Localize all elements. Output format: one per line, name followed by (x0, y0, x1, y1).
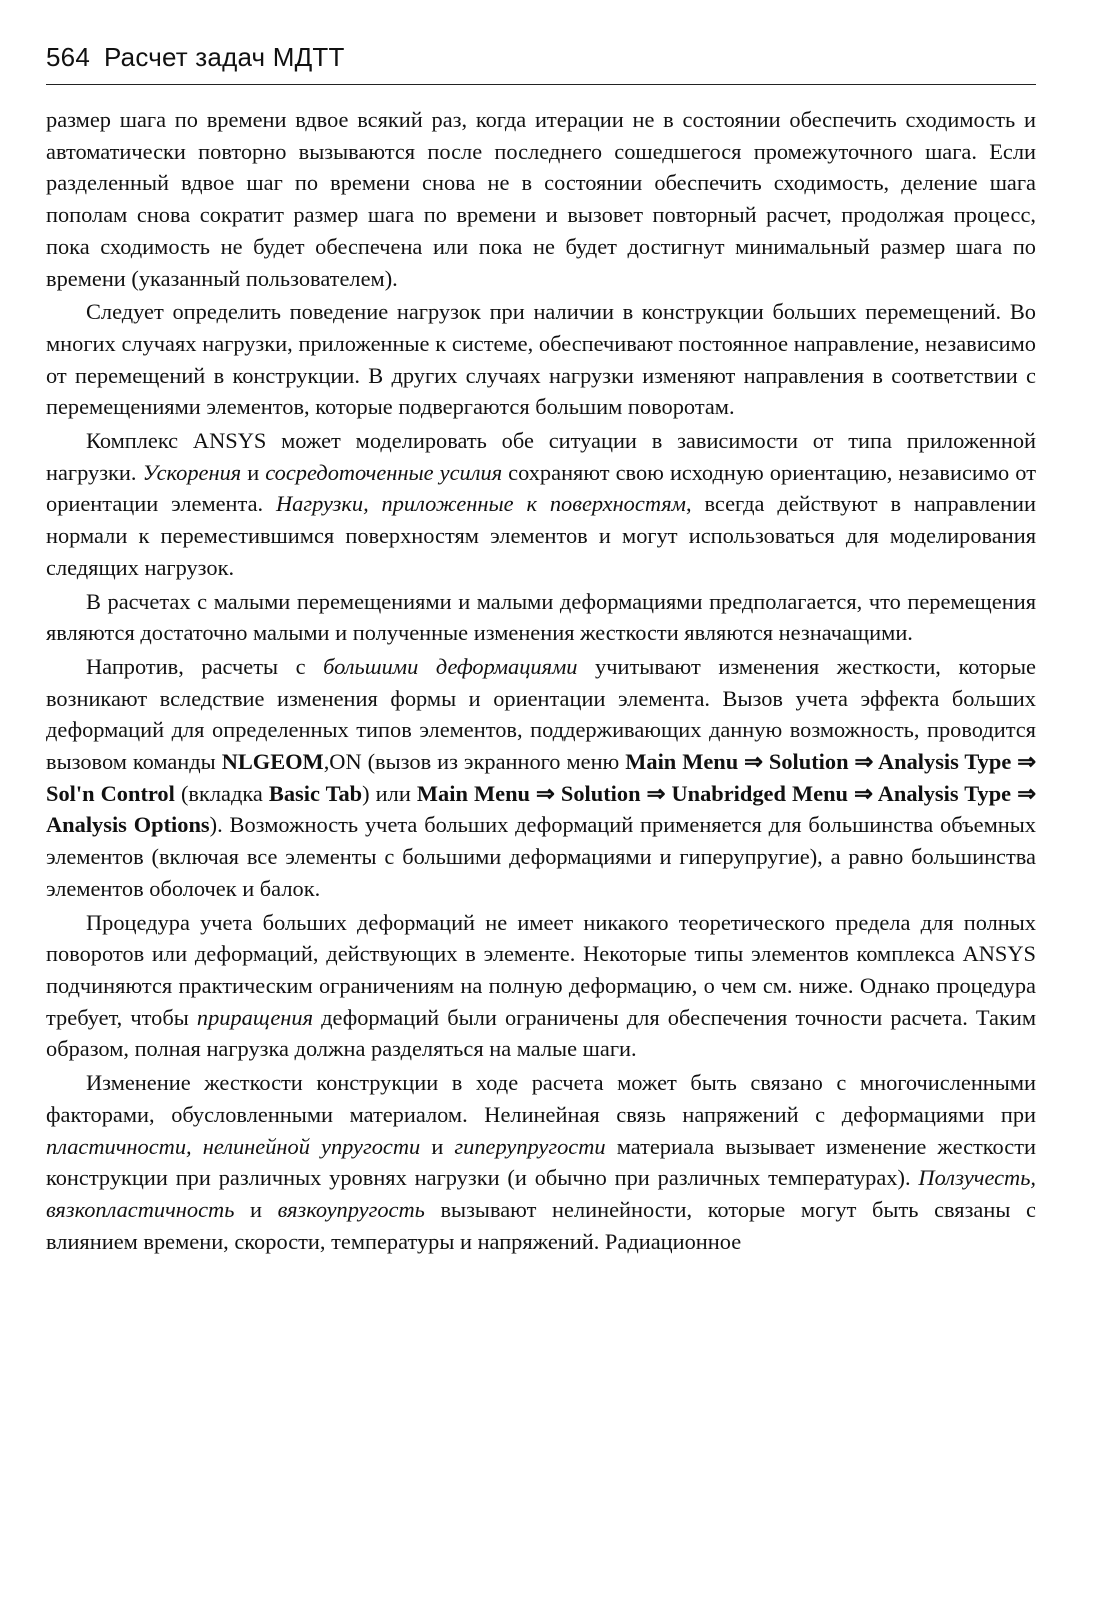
paragraph-7-text: Изменение жесткости конструкции в ходе расчета может быть связано с многочисленными факторами, обусловленными материалом. Нелинейная связь напряжений с деформациями при (46, 1070, 1036, 1127)
paragraph-7-text: вызывают нелинейности, которые могут быть связаны с влиянием времени, скорости, температуры и напряжений. Радиационное (46, 1196, 1036, 1254)
paragraph-5 (46, 651, 1036, 905)
paragraph-6 (46, 907, 1036, 1066)
tab-name: Basic Tab (268, 780, 363, 806)
paragraph-2 (46, 296, 1036, 423)
page-number: 564 (46, 42, 90, 72)
italic-term: большими деформациями (323, 653, 578, 679)
command-name: NLGEOM (221, 749, 324, 775)
paragraph-6-text: деформаций были ограничены для обеспечения точности расчета. Таким образом, полная нагрузка должна разделяться на малые шаги. (46, 1004, 1036, 1062)
body-text (46, 104, 1036, 1259)
paragraph-4 (46, 586, 1036, 649)
running-header (46, 40, 1036, 84)
paragraph-4-text: В расчетах с малыми перемещениями и малыми деформациями предполагается, что перемещения являются достаточно малыми и полученные изменения жесткости являются незначащими. (46, 588, 1036, 646)
header-divider (46, 84, 1036, 85)
menu-path: Main Menu ⇒ Solution ⇒ Unabridged Menu ⇒ Analysis Type ⇒ Analysis Options (46, 780, 1036, 838)
italic-term: вязкоупругость (277, 1196, 425, 1222)
menu-path: Main Menu ⇒ Solution ⇒ Analysis Type ⇒ Sol'n Control (46, 749, 1036, 806)
italic-term: приращения (196, 1004, 313, 1030)
italic-term: гиперупругости (454, 1133, 606, 1159)
paragraph-5-text: ,ON (вызов из экранного меню (323, 749, 626, 775)
paragraph-6-text: Процедура учета больших деформаций не имеет никакого теоретического предела для полных поворотов или деформаций, действующих в элементе. Некоторые типы элементов комплекса ANSYS подчиняются практическим ограничениям на полную деформацию, о чем см. ниже. Однако процедура требует, чтобы (46, 909, 1036, 1030)
paragraph-7 (46, 1067, 1036, 1257)
paragraph-2-text: Следует определить поведение нагрузок при наличии в конструкции больших перемещений. Во многих случаях нагрузки, приложенные к системе, обеспечивают постоянное направление, независимо от перемещений в конструкции. В других случаях нагрузки изменяют направления в соответствии с перемещениями элементов, которые подвергаются большим поворотам. (46, 299, 1036, 420)
paragraph-1-text: размер шага по времени вдвое всякий раз, когда итерации не в состоянии обеспечить сходимость и автоматически повторно вызываются после последнего сошедшегося промежуточного шага. Если разделенный вдвое шаг по времени снова не в состоянии обеспечить сходимость, деление шага пополам снова сократит размер шага по времени и вызовет повторный расчет, продолжая процесс, пока сходимость не будет обеспечена или пока не будет достигнут минимальный размер шага по времени (указанный пользователем). (46, 107, 1036, 291)
paragraph-7-text: и (420, 1133, 455, 1159)
paragraph-3 (46, 425, 1036, 584)
paragraph-5-text: ). Возможность учета больших деформаций применяется для большинства объемных элементов (включая все элементы с большими деформациями и гиперупругие), а равно большинства элементов оболочек и балок. (46, 812, 1036, 901)
paragraph-3-text: и (241, 459, 266, 485)
italic-term: пластичности, нелинейной упругости (46, 1133, 421, 1159)
running-title: Расчет задач МДТТ (103, 42, 345, 72)
paragraph-5-text: (вкладка (174, 780, 269, 806)
paragraph-5-text: ) или (362, 780, 417, 806)
italic-term: сосредоточенные усилия (265, 459, 503, 485)
paragraph-3-text: сохраняют свою исходную ориентацию, независимо от ориентации элемента. (46, 459, 1036, 517)
paragraph-7-text: и (234, 1196, 278, 1222)
paragraph-1 (46, 104, 1036, 294)
paragraph-7-text: материала вызывает изменение жесткости конструкции при различных уровнях нагрузки (и обычно при различных температурах). (46, 1133, 1037, 1191)
italic-term: Нагрузки, приложенные к поверхностям (276, 491, 686, 517)
paragraph-3-text: , всегда действуют в направлении нормали к переместившимся поверхностям элементов и могут использоваться для моделирования следящих нагрузок. (46, 491, 1037, 580)
italic-term: Ползучесть, вязкопластичность (46, 1165, 1036, 1222)
italic-term: Ускорения (142, 459, 242, 485)
paragraph-5-text: Напротив, расчеты с (86, 653, 324, 679)
paragraph-5-text: учитывают изменения жесткости, которые возникают вследствие изменения формы и ориентации элемента. Вызов учета эффекта больших деформаций для определенных типов элементов, поддерживающих данную возможность, проводится вызовом команды (46, 653, 1036, 775)
paragraph-3-text: Комплекс ANSYS может моделировать обе ситуации в зависимости от типа приложенной нагрузки. (46, 428, 1036, 485)
